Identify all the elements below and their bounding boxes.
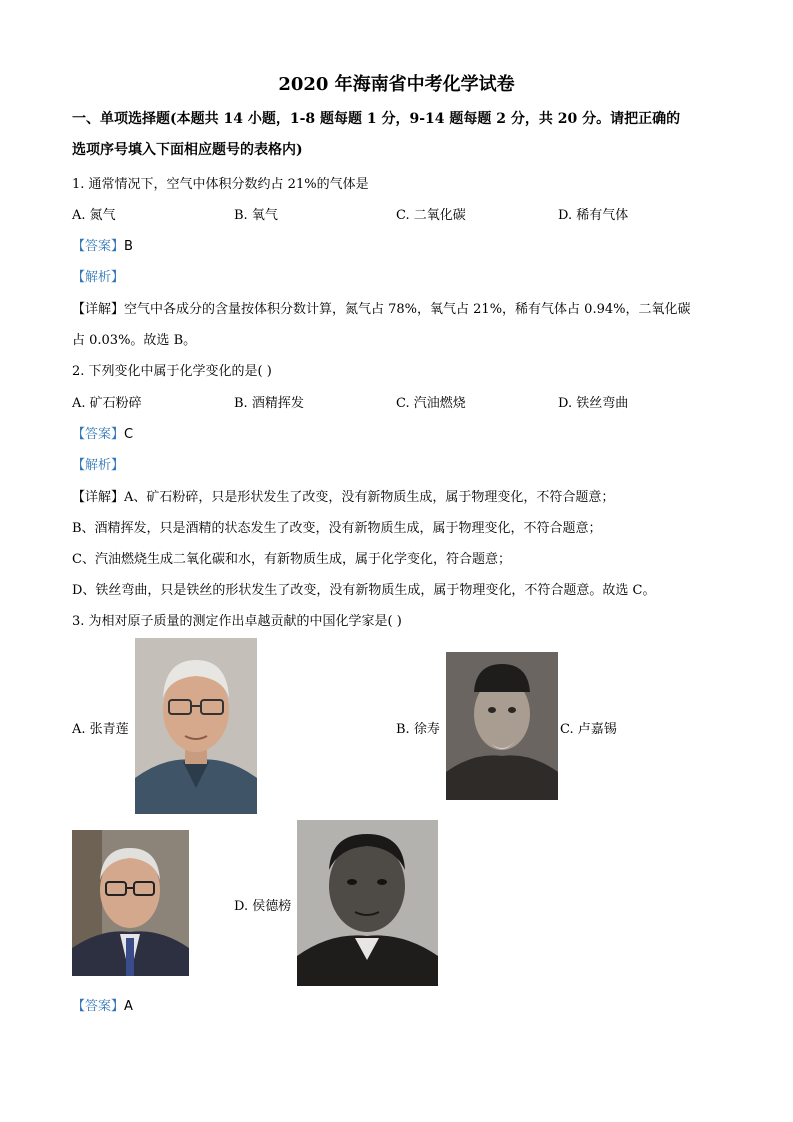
question-1-stem: 1. 通常情况下，空气中体积分数约占 21%的气体是 xyxy=(72,177,369,192)
answer-tag: 【答案】 xyxy=(72,239,125,254)
portrait-photo-c xyxy=(72,830,189,976)
q3-option-a: A. 张青莲 xyxy=(72,722,129,737)
question-3-stem: 3. 为相对原子质量的测定作出卓越贡献的中国化学家是( ) xyxy=(72,614,402,629)
q3-answer: A xyxy=(124,999,133,1014)
q1-option-c: C. 二氧化碳 xyxy=(396,208,466,223)
q1-answer: B xyxy=(124,239,133,254)
answer-tag: 【答案】 xyxy=(72,427,125,442)
q2-option-b: B. 酒精挥发 xyxy=(234,396,304,411)
section-heading-line2: 选项序号填入下面相应题号的表格内) xyxy=(72,142,303,158)
portrait-photo-d xyxy=(297,820,438,986)
q3-option-c: C. 卢嘉锡 xyxy=(560,722,617,737)
q1-detail-line2: 占 0.03%。故选 B。 xyxy=(72,333,197,348)
q2-detail-line4: D、铁丝弯曲，只是铁丝的形状发生了改变，没有新物质生成，属于物理变化，不符合题意。故选 C。 xyxy=(72,583,656,598)
answer-tag: 【答案】 xyxy=(72,999,125,1014)
q1-option-b: B. 氧气 xyxy=(234,208,278,223)
q1-detail-line1: 【详解】空气中各成分的含量按体积分数计算，氮气占 78%，氧气占 21%，稀有气体占 0.94%，二氧化碳 xyxy=(72,302,691,317)
page-title: 2020 年海南省中考化学试卷 xyxy=(278,74,515,95)
section-heading-line1: 一、单项选择题(本题共 14 小题，1-8 题每题 1 分，9-14 题每题 2 分，共 20 分。请把正确的 xyxy=(72,111,681,127)
q2-detail-line3: C、汽油燃烧生成二氧化碳和水，有新物质生成，属于化学变化，符合题意； xyxy=(72,552,511,567)
q1-option-a: A. 氮气 xyxy=(72,208,116,223)
q1-analysis-tag: 【解析】 xyxy=(72,270,125,285)
q3-answer-line xyxy=(72,995,133,1014)
portrait-photo-a xyxy=(135,638,257,814)
q2-option-a: A. 矿石粉碎 xyxy=(72,396,142,411)
q2-analysis-tag: 【解析】 xyxy=(72,458,125,473)
q3-option-d: D. 侯德榜 xyxy=(234,899,292,914)
q2-answer: C xyxy=(124,427,134,442)
q1-answer-line xyxy=(72,235,133,254)
q2-option-d: D. 铁丝弯曲 xyxy=(558,396,629,411)
q3-option-b: B. 徐寿 xyxy=(396,722,440,737)
q2-option-c: C. 汽油燃烧 xyxy=(396,396,466,411)
q2-detail-line1: 【详解】A、矿石粉碎，只是形状发生了改变，没有新物质生成，属于物理变化，不符合题意； xyxy=(72,490,615,505)
q2-answer-line xyxy=(72,423,133,442)
portrait-photo-b xyxy=(446,652,558,800)
q1-option-d: D. 稀有气体 xyxy=(558,208,629,223)
question-2-stem: 2. 下列变化中属于化学变化的是( ) xyxy=(72,364,272,379)
q2-detail-line2: B、酒精挥发，只是酒精的状态发生了改变，没有新物质生成，属于物理变化，不符合题意； xyxy=(72,521,602,536)
